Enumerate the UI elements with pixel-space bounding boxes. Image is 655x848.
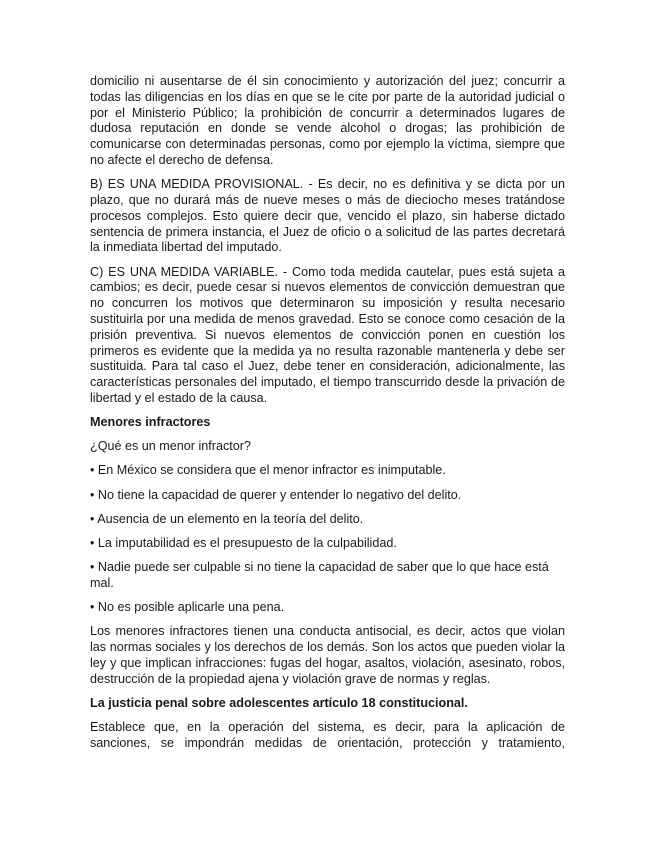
paragraph-establece: Establece que, en la operación del sistema, es decir, para la aplicación de sanciones, se impondrán medidas de orientación, protección y tratamiento,: [90, 720, 565, 750]
bullet-item: • Nadie puede ser culpable si no tiene la capacidad de saber que lo que hace está mal.: [90, 560, 549, 591]
bullet-item: • En México se considera que el menor infractor es inimputable.: [90, 463, 446, 478]
document-body: [90, 74, 565, 760]
question-line: ¿Qué es un menor infractor?: [90, 439, 251, 454]
paragraph-variable-measure: C) ES UNA MEDIDA VARIABLE. - Como toda medida cautelar, pues está sujeta a cambios; es decir, puede cesar si nuevos elementos de convicción demuestran que no concurren los motivos que determinaron su imposición y resulta necesario sustituirla por una medida de menos gravedad. Esto se conoce como cesación de la prisión preventiva. Si nuevos elementos de convicción ponen en cuestión los primeros es evidente que la medida ya no resulta razonable mantenerla y debe ser sustituida. Para tal caso el Juez, debe tener en consideración, adicionalmente, las características personales del imputado, el tiempo transcurrido desde la privación de libertad y el estado de la causa.: [90, 264, 565, 405]
bullet-item: • No es posible aplicarle una pena.: [90, 600, 285, 615]
bullet-item: • La imputabilidad es el presupuesto de la culpabilidad.: [90, 536, 397, 551]
bullet-item: • No tiene la capacidad de querer y entender lo negativo del delito.: [90, 487, 462, 502]
bullet-item: • Ausencia de un elemento en la teoría del delito.: [90, 511, 364, 526]
section-heading-justicia-penal: La justicia penal sobre adolescentes artículo 18 constitucional.: [90, 695, 468, 710]
section-heading-menores-infractores: Menores infractores: [90, 415, 211, 430]
paragraph-antisocial-conduct: Los menores infractores tienen una conducta antisocial, es decir, actos que violan las normas sociales y los derechos de los demás. Son los actos que pueden violar la ley y que implican infracciones: fugas del hogar, asaltos, violación, asesinato, robos, destrucción de la propiedad ajena y violación grave de normas y reglas.: [90, 624, 565, 686]
paragraph-continuation: domicilio ni ausentarse de él sin conocimiento y autorización del juez; concurrir a todas las diligencias en los días en que se le cite por parte de la autoridad judicial o por el Ministerio Público; la prohibición de concurrir a determinados lugares de dudosa reputación en donde se vende alcohol o drogas; las prohibición de comunicarse con determinadas personas, como por ejemplo la víctima, siempre que no afecte el derecho de defensa.: [90, 74, 565, 167]
paragraph-provisional-measure: B) ES UNA MEDIDA PROVISIONAL. - Es decir, no es definitiva y se dicta por un plazo, que no durará más de nueve meses o más de dieciocho meses tratándose procesos complejos. Esto quiere decir que, vencido el plazo, sin haberse dictado sentencia de primera instancia, el Juez de oficio o a solicitud de las partes decretará la inmediata libertad del imputado.: [90, 177, 565, 255]
